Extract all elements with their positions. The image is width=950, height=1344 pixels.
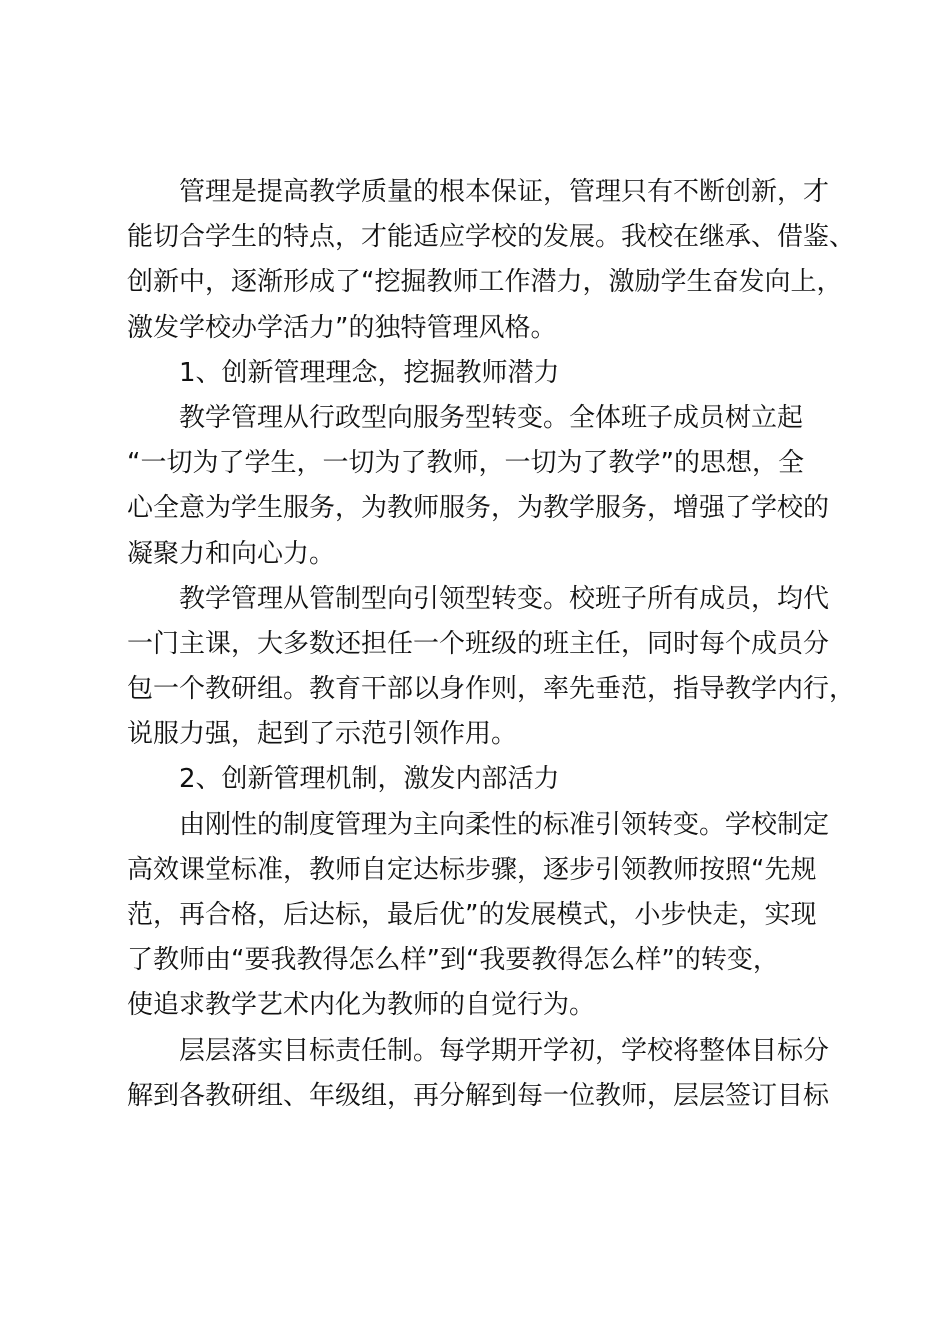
text-line: 管理是提高教学质量的根本保证，管理只有不断创新，才 [179,177,830,207]
text-line: 一门主课，大多数还担任一个班级的班主任，同时每个成员分 [127,628,830,659]
text-line: 解到各教研组、年级组，再分解到每一位教师，层层签订目标 [127,1080,830,1111]
text-line: 能切合学生的特点，才能适应学校的发展。我校在继承、借鉴、 [127,222,856,253]
text-line: 心全意为学生服务，为教师服务，为教学服务，增强了学校的 [127,493,830,524]
text-line: 凝聚力和向心力。 [127,538,336,569]
text-line: 高效课堂标准，教师自定达标步骤，逐步引领教师按照“先规 [127,854,817,885]
text-line: 了教师由“要我教得怎么样”到“我要教得怎么样”的转变， [127,945,779,976]
section-heading-2 [127,757,857,802]
heading-line: 1、创新管理理念，挖掘教师潜力 [179,357,560,388]
text-line: 创新中，逐渐形成了“挖掘教师工作潜力，激励学生奋发向上， [127,267,843,298]
text-line: 激发学校办学活力”的独特管理风格。 [127,312,557,343]
text-line: 层层落实目标责任制。每学期开学初，学校将整体目标分 [179,1035,830,1066]
paragraph-4 [127,803,857,1029]
text-line: 教学管理从管制型向引领型转变。校班子所有成员，均代 [179,583,830,614]
text-line: “一切为了学生，一切为了教师，一切为了教学”的思想，全 [127,448,804,479]
text-line: 包一个教研组。教育干部以身作则，率先垂范，指导教学内行， [127,674,856,705]
paragraph-1 [127,170,857,351]
paragraph-2 [127,396,857,577]
document-body [127,170,857,1119]
section-heading-1 [127,351,857,396]
paragraph-3 [127,577,857,758]
text-line: 由刚性的制度管理为主向柔性的标准引领转变。学校制定 [179,809,830,840]
text-line: 说服力强，起到了示范引领作用。 [127,719,518,750]
paragraph-5 [127,1029,857,1119]
text-line: 使追求教学艺术内化为教师的自觉行为。 [127,990,596,1021]
text-line: 教学管理从行政型向服务型转变。全体班子成员树立起 [179,402,804,433]
text-line: 范，再合格，后达标，最后优”的发展模式，小步快走，实现 [127,900,817,930]
heading-line: 2、创新管理机制，激发内部活力 [179,764,560,795]
